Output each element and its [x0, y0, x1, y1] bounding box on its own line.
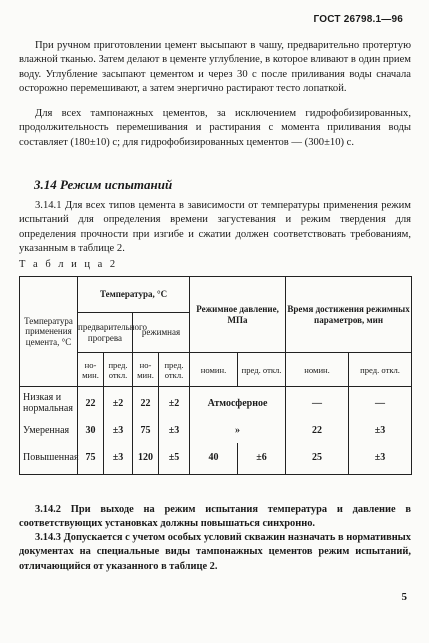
cell-value: 22	[78, 387, 104, 421]
paragraph-mixing-duration	[19, 107, 411, 150]
cell-value: ±6	[238, 443, 286, 475]
cell-value: Атмосферное	[190, 387, 286, 421]
cell-value: —	[349, 387, 412, 421]
header-nominal: номин.	[190, 353, 238, 387]
cell-value: ±2	[104, 387, 133, 421]
paragraph-text: 3.14.1 Для всех типов цемента в зависимости от температуры применения режим испытаний для определения времени загустевания и режим твердения для определения прочности при изгибе и сжатии должен соответствовать требованиям, указанным в таблице 2.	[19, 200, 411, 254]
header-mode-temp: режимная	[133, 313, 190, 353]
header-preliminary-heating: предварительного прогрева	[78, 313, 133, 353]
cell-value: 120	[133, 443, 159, 475]
paragraph-manual-preparation	[19, 39, 411, 96]
cell-value: —	[286, 387, 349, 421]
cell-value: 30	[78, 421, 104, 443]
header-tolerance: пред. откл.	[159, 353, 190, 387]
paragraph-text: 3.14.2 При выходе на режим испытания температура и давление в соответствующих установках должны повышаться синхронно.	[19, 504, 411, 530]
table-row	[20, 421, 412, 443]
paragraph-text: Для всех тампонажных цементов, за исключением гидрофобизированных, продолжительность перемешивания и растирания с момента приливания воды составляет (180±10) с; для гидрофобизированных цементов — (300±10) с.	[19, 108, 411, 148]
table-row	[20, 443, 412, 475]
cell-value: 25	[286, 443, 349, 475]
row-label: Повышенная	[20, 443, 78, 475]
cell-value: ±3	[104, 443, 133, 475]
cell-value: ±3	[159, 421, 190, 443]
header-tolerance: пред. откл.	[238, 353, 286, 387]
header-nominal: но-мин.	[78, 353, 104, 387]
header-temp-application: Температура применения цемента, °С	[20, 277, 78, 387]
table-row	[20, 387, 412, 421]
header-tolerance: пред. откл.	[104, 353, 133, 387]
cell-value: 22	[133, 387, 159, 421]
cell-value: 22	[286, 421, 349, 443]
table-caption: Т а б л и ц а 2	[19, 259, 118, 270]
cell-value: 75	[78, 443, 104, 475]
cell-value: 40	[190, 443, 238, 475]
row-label: Умеренная	[20, 421, 78, 443]
page-number: 5	[401, 591, 407, 603]
header-time: Время достижения режимных параметров, мин	[286, 277, 412, 353]
header-tolerance: пред. откл.	[349, 353, 412, 387]
paragraph-text: При ручном приготовлении цемент высыпают в чашу, предварительно протертую влажной тканью. Затем делают в цементе углубление, в которое вливают в один прием воду. Углубление засыпают цементом и через 30 с после приливания воды сначала осторожно перемешивают, а затем энергично растирают тесто лопаткой.	[19, 40, 411, 94]
cell-value: 75	[133, 421, 159, 443]
cell-value: ±3	[349, 421, 412, 443]
cell-value: ±2	[159, 387, 190, 421]
header-pressure: Режимное давление, МПа	[190, 277, 286, 353]
test-mode-table	[19, 276, 412, 475]
paragraph-3-14-3	[19, 531, 411, 574]
cell-value: ±3	[349, 443, 412, 475]
document-header: ГОСТ 26798.1—96	[313, 14, 403, 25]
paragraph-text: 3.14.3 Допускается с учетом особых условий скважин назначать в нормативных документах на специальные виды тампонажных цементов режим испытаний, отличающийся от указанного в таблице 2.	[19, 532, 411, 572]
paragraph-3-14-2	[19, 503, 411, 532]
cell-value: ±3	[104, 421, 133, 443]
paragraph-3-14-1	[19, 199, 411, 256]
section-title: 3.14 Режим испытаний	[34, 177, 173, 192]
header-nominal: номин.	[286, 353, 349, 387]
cell-value: ±5	[159, 443, 190, 475]
row-label: Низкая и нормальная	[20, 387, 78, 421]
header-temperature: Температура, °С	[78, 277, 190, 313]
header-nominal: но-мин.	[133, 353, 159, 387]
cell-value: »	[190, 421, 286, 443]
